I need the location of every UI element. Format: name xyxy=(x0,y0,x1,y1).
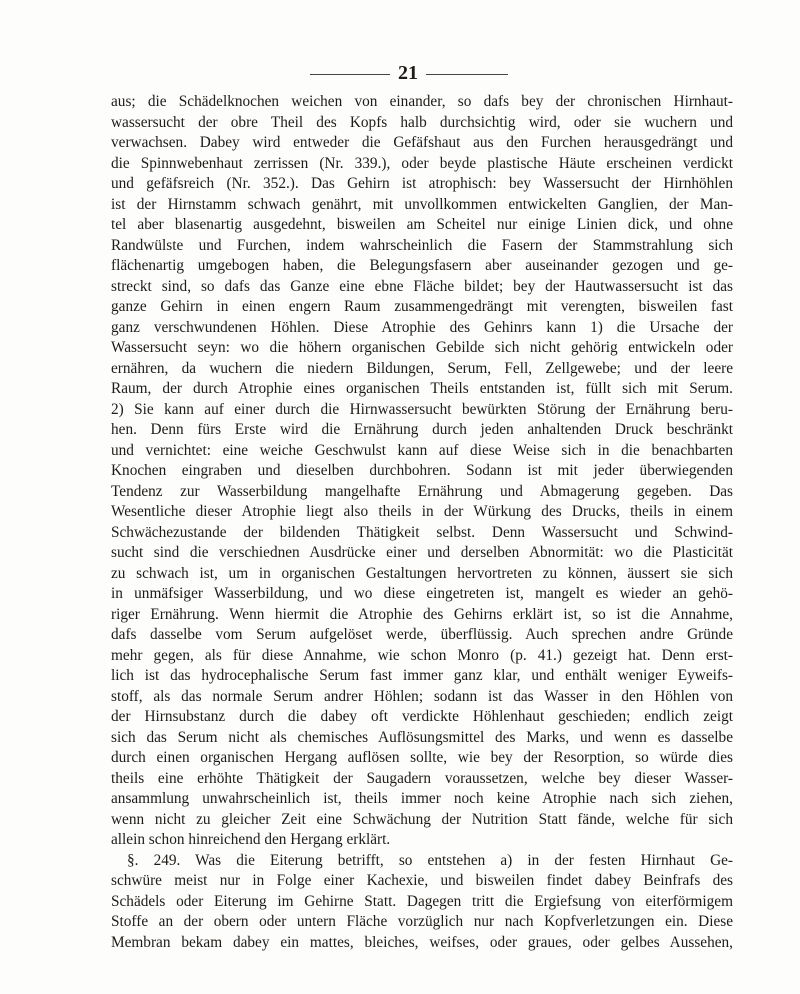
text-line: Knochen eingraben und dieselben durchbohren. Sodann ist mit jeder überwiegenden xyxy=(111,462,733,479)
text-line: verwachsen. Dabey wird entweder die Gefäfshaut aus den Furchen herausgedrängt und xyxy=(111,134,733,151)
text-line: Stoffe an der obern oder untern Fläche vorzüglich nur nach Kopfverletzungen ein. Diese xyxy=(111,913,733,930)
text-line: Randwülste und Furchen, indem wahrscheinlich die Fasern der Stammstrahlung sich xyxy=(111,236,733,254)
text-line: und gefäfsreich (Nr. 352.). Das Gehirn ist atrophisch: bey Wassersucht der Hirnhöhlen xyxy=(111,175,733,192)
text-line: theils eine erhöhte Thätigkeit der Saugadern voraussetzen, welche bey dieser Wasser- xyxy=(111,769,733,787)
text-line: ganz verschwundenen Höhlen. Diese Atrophie des Gehinrs kann 1) die Ursache der xyxy=(111,318,733,336)
text-line: sucht sind die verschiednen Ausdrücke einer und derselben Abnormität: wo die Plasticität xyxy=(111,544,733,561)
header-rule-left xyxy=(310,74,390,75)
text-line: allein schon hinreichend den Hergang erklärt. xyxy=(111,831,391,848)
text-line: ernähren, da wuchern die niedern Bildungen, Serum, Fell, Zellgewebe; und der leere xyxy=(111,359,733,377)
text-line: Schädels oder Eiterung im Gehirne Statt. Dagegen tritt die Ergiefsung von eiterförmigem xyxy=(111,892,733,910)
header-rule-right xyxy=(426,74,508,75)
text-line: Tendenz zur Wasserbildung mangelhafte Ernährung und Abmagerung gegeben. Das xyxy=(111,482,733,500)
text-line: aus; die Schädelknochen weichen von einander, so dafs bey der chronischen Hirnhaut- xyxy=(111,93,733,110)
body-text xyxy=(111,92,733,953)
text-line: hen. Denn fürs Erste wird die Ernährung durch jeden anhaltenden Druck beschränkt xyxy=(111,421,733,438)
text-line: der Hirnsubstanz durch die dabey oft verdickte Höhlenhaut geschieden; endlich zeigt xyxy=(111,708,733,725)
text-line: tel aber blasenartig ausgedehnt, bisweilen am Scheitel nur einige Linien dick, und ohne xyxy=(111,216,733,233)
text-line: wenn nicht zu gleicher Zeit eine Schwächung der Nutrition Statt fände, welche für sich xyxy=(111,810,733,828)
text-line: sich das Serum nicht als chemisches Auflösungsmittel des Marks, und wenn es dasselbe xyxy=(111,728,733,746)
text-line: Membran bekam dabey ein mattes, bleiches, weifses, oder graues, oder gelbes Aussehen, xyxy=(111,933,733,951)
text-line: zu schwach ist, um in organischen Gestaltungen hervortreten zu können, äussert sie sich xyxy=(111,564,733,582)
text-line: schwüre meist nur in Folge einer Kachexie, und bisweilen findet dabey Beinfrafs des xyxy=(111,872,733,889)
text-line: die Spinnwebenhaut zerrissen (Nr. 339.), oder beyde plastische Häute erscheinen verdickt xyxy=(111,154,733,172)
text-line: 2) Sie kann auf einer durch die Hirnwassersucht bewürkten Störung der Ernährung beru- xyxy=(111,400,733,418)
text-line: mehr gegen, als für diese Annahme, wie schon Monro (p. 41.) gezeigt hat. Denn erst- xyxy=(111,646,733,664)
text-line: ganze Gehirn in einen engern Raum zusammengedrängt mit verengten, bisweilen fast xyxy=(111,298,733,315)
text-line: Wassersucht seyn: wo die höhern organischen Gebilde sich nicht gehörig entwickeln oder xyxy=(111,339,733,356)
text-line: wassersucht der obre Theil des Kopfs halb durchsichtig wird, oder sie wuchern und xyxy=(111,113,733,131)
text-line: stoff, als das normale Serum andrer Höhlen; sodann ist das Wasser in den Höhlen von xyxy=(111,687,733,705)
text-line: §. 249. Was die Eiterung betrifft, so entstehen a) in der festen Hirnhaut Ge- xyxy=(127,851,733,869)
text-line: Wesentliche dieser Atrophie liegt also theils in der Würkung des Drucks, theils in einem xyxy=(111,503,733,520)
text-line: und vernichtet: eine weiche Geschwulst kann auf diese Weise sich in die benachbarten xyxy=(111,441,733,459)
text-line: in unmäfsiger Wasserbildung, und wo diese eingetreten ist, mangelt es wieder an gehö- xyxy=(111,585,733,602)
text-line: dafs dasselbe vom Serum aufgelöset werde, überflüssig. Auch sprechen andre Gründe xyxy=(111,626,733,643)
text-line: durch einen organischen Hergang auflösen sollte, wie bey der Resorption, so würde dies xyxy=(111,749,733,766)
text-line: Schwächezustande der bildenden Thätigkeit selbst. Denn Wassersucht und Schwind- xyxy=(111,523,733,541)
text-line: ansammlung unwahrscheinlich ist, theils immer noch keine Atrophie nach sich ziehen, xyxy=(111,790,733,807)
page-number: 21 xyxy=(398,62,418,84)
text-line: streckt sind, so dafs das Ganze eine ebne Fläche bildet; bey der Hautwassersucht ist das xyxy=(111,277,733,295)
text-line: flächenartig umgebogen haben, die Belegungsfasern aber auseinander gezogen und ge- xyxy=(111,257,733,274)
text-line: Raum, der durch Atrophie eines organischen Theils entstanden ist, füllt sich mit Serum. xyxy=(111,380,733,397)
text-line: ist der Hirnstamm schwach genährt, mit unvollkommen entwickelten Ganglien, der Man- xyxy=(111,195,733,213)
text-line: riger Ernährung. Wenn hiermit die Atrophie des Gehirns erklärt ist, so ist die Annahme, xyxy=(111,605,733,623)
text-line: lich ist das hydrocephalische Serum fast immer ganz klar, und enthält weniger Eyweifs- xyxy=(111,667,733,684)
page-header xyxy=(0,62,800,86)
